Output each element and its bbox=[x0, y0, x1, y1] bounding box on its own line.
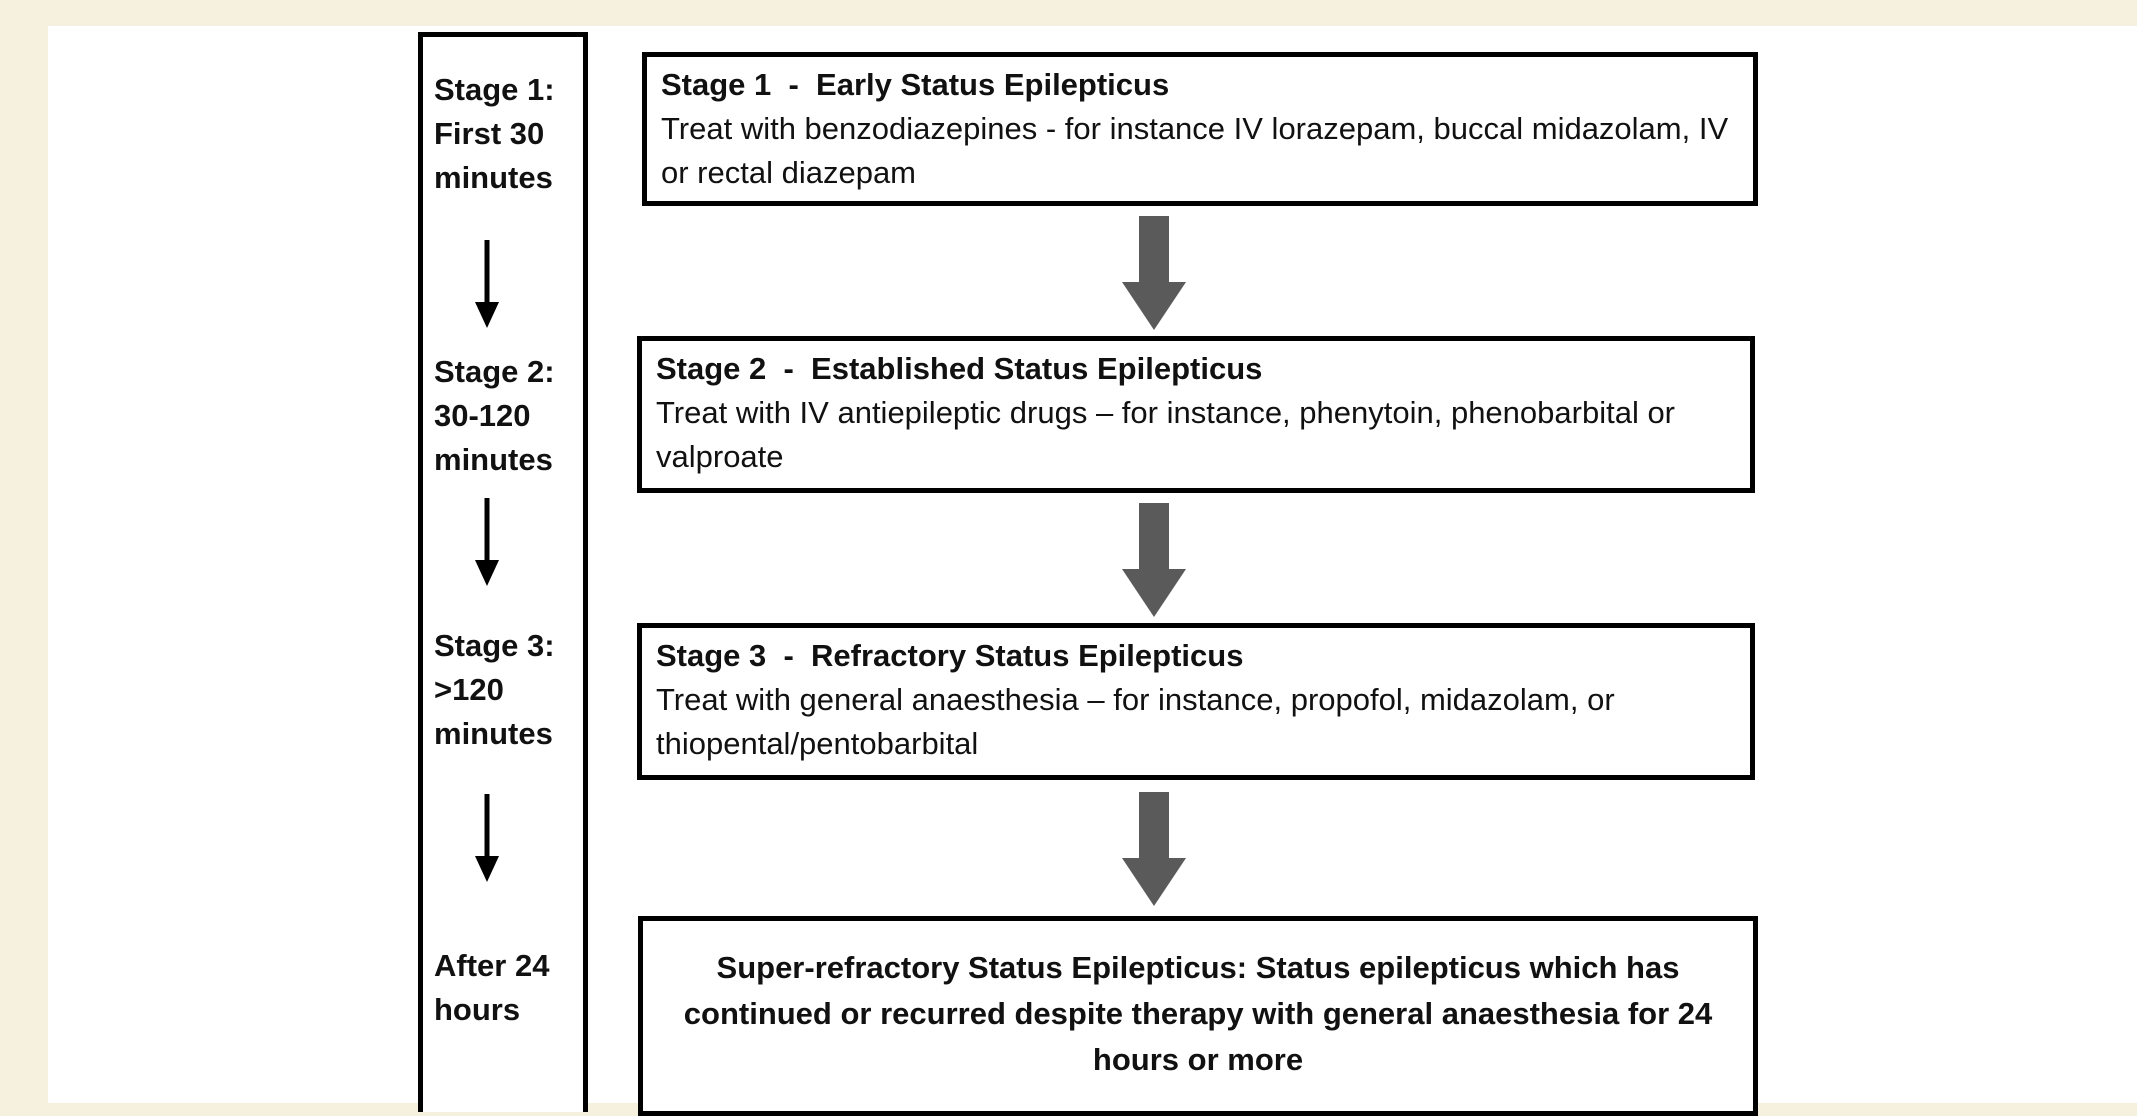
stage-2-box bbox=[637, 336, 1755, 493]
timeline-label-after-24h: After 24 hours bbox=[434, 948, 550, 1027]
flow-arrow-3 bbox=[1122, 792, 1186, 906]
super-refractory-description: Super-refractory Status Epilepticus: Status epilepticus which has continued or recurred despite therapy with general anaesthesia for 24 hours or more bbox=[683, 950, 1713, 1077]
stage-3-box bbox=[637, 623, 1755, 780]
timeline-label-stage-1: Stage 1: First 30 minutes bbox=[434, 72, 555, 195]
timeline-arrow-1 bbox=[472, 238, 502, 330]
stage-2-title: Stage 2 - Established Status Epilepticus bbox=[656, 351, 1263, 386]
flow-arrow-1 bbox=[1122, 216, 1186, 330]
timeline-label-stage-3: Stage 3: >120 minutes bbox=[434, 628, 555, 751]
flow-arrow-2 bbox=[1122, 503, 1186, 617]
stage-3-title: Stage 3 - Refractory Status Epilepticus bbox=[656, 638, 1244, 673]
super-refractory-box bbox=[638, 916, 1758, 1116]
stage-1-description: Treat with benzodiazepines - for instance IV lorazepam, buccal midazolam, IV or rectal diazepam bbox=[661, 111, 1729, 190]
stage-2-description: Treat with IV antiepileptic drugs – for instance, phenytoin, phenobarbital or valproate bbox=[656, 395, 1676, 474]
stage-1-title: Stage 1 - Early Status Epilepticus bbox=[661, 67, 1170, 102]
timeline-arrow-2 bbox=[472, 496, 502, 588]
stage-1-box bbox=[642, 52, 1758, 206]
timeline-arrow-3 bbox=[472, 792, 502, 884]
timeline-label-stage-2: Stage 2: 30-120 minutes bbox=[434, 354, 555, 477]
stage-3-description: Treat with general anaesthesia – for instance, propofol, midazolam, or thiopental/pentobarbital bbox=[656, 682, 1615, 761]
